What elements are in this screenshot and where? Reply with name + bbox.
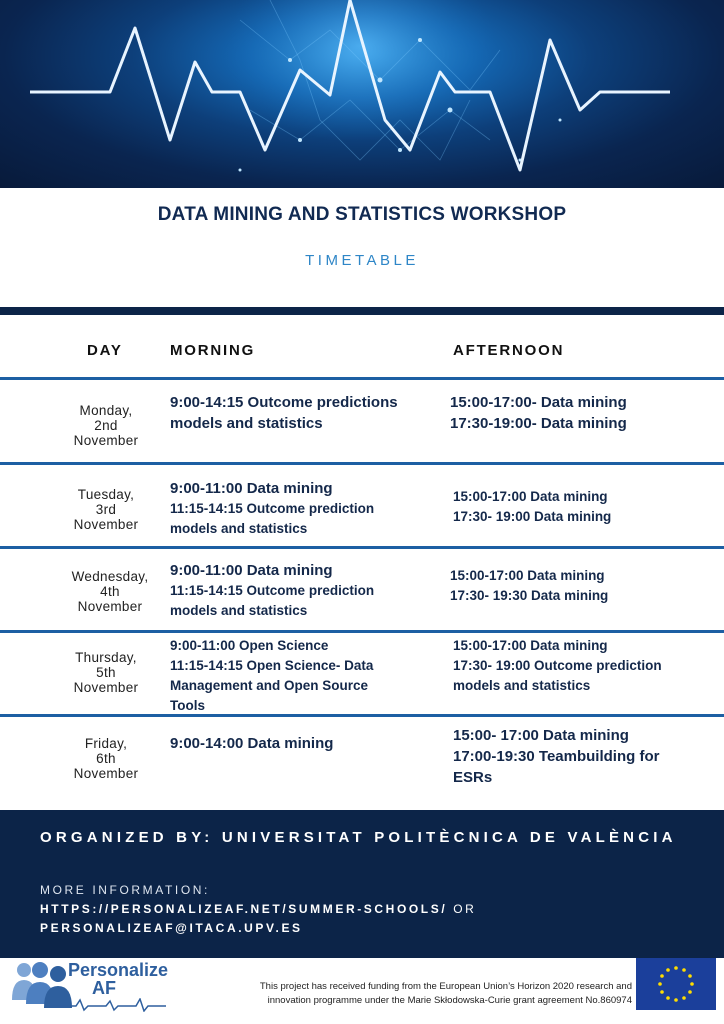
- day-name: Monday,: [79, 403, 133, 418]
- day-number: 3rd: [95, 502, 117, 517]
- funding-line: innovation programme under the Marie Skłodowska-Curie grant agreement No.860974: [267, 995, 632, 1006]
- session-line: 15:00-17:00 Data mining: [453, 489, 608, 504]
- links-block: [40, 900, 476, 938]
- day-number: 2nd: [94, 418, 118, 433]
- row-divider: [0, 462, 724, 465]
- session-line: 15:00-17:00 Data mining: [453, 638, 608, 653]
- logo-text-line1: Personalize: [68, 960, 169, 980]
- session-line: 17:30- 19:00 Data mining: [453, 509, 612, 524]
- session-line: models and statistics: [170, 603, 308, 618]
- heartbeat-graphic: [0, 0, 724, 188]
- session-line: 9:00-11:00 Open Science: [170, 638, 329, 653]
- day-cell-monday: [58, 403, 154, 448]
- day-number: 6th: [96, 751, 116, 766]
- session-line: 15:00- 17:00 Data mining: [453, 727, 629, 744]
- morning-cell-friday: [170, 733, 333, 754]
- session-line: 17:30- 19:30 Data mining: [450, 588, 609, 603]
- header-day: DAY: [87, 342, 123, 359]
- more-info-label: MORE INFORMATION:: [40, 883, 210, 897]
- session-line: models and statistics: [170, 415, 323, 432]
- session-line: 9:00-14:00 Data mining: [170, 735, 334, 752]
- session-line: 9:00-14:15 Outcome predictions: [170, 394, 398, 411]
- footer-panel: [0, 810, 724, 958]
- session-line: 11:15-14:15 Outcome prediction: [170, 583, 375, 598]
- afternoon-cell-thursday: [453, 636, 662, 696]
- afternoon-cell-friday: [453, 725, 659, 788]
- session-line: 11:15-14:15 Outcome prediction: [170, 501, 375, 516]
- session-line: models and statistics: [453, 678, 591, 693]
- header-afternoon: AFTERNOON: [453, 342, 565, 359]
- day-month: November: [73, 680, 139, 695]
- row-divider: [0, 630, 724, 633]
- day-month: November: [73, 433, 139, 448]
- day-name: Thursday,: [75, 650, 137, 665]
- eu-flag-icon: [636, 958, 716, 1010]
- organizer-text: ORGANIZED BY: UNIVERSITAT POLITÈCNICA DE VALÈNCIA: [40, 829, 677, 846]
- day-name: Wednesday,: [71, 569, 149, 584]
- session-line: ESRs: [453, 769, 493, 786]
- ecg-line-icon: [56, 998, 166, 1012]
- eu-stars-icon: [636, 958, 716, 1010]
- or-text: OR: [453, 902, 477, 916]
- session-line: 15:00-17:00 Data mining: [450, 568, 605, 583]
- session-line: Tools: [170, 698, 205, 713]
- summer-schools-link[interactable]: HTTPS://PERSONALIZEAF.NET/SUMMER-SCHOOLS/: [40, 902, 448, 916]
- row-divider: [0, 546, 724, 549]
- funding-notice: [200, 980, 632, 1008]
- afternoon-cell-tuesday: [453, 487, 611, 527]
- session-line: 15:00-17:00- Data mining: [450, 394, 627, 411]
- day-number: 5th: [96, 665, 116, 680]
- day-cell-tuesday: [58, 487, 154, 532]
- session-line: models and statistics: [170, 521, 308, 536]
- day-name: Tuesday,: [77, 487, 135, 502]
- personalizeaf-logo: [10, 960, 170, 1016]
- morning-cell-wednesday: [170, 560, 374, 621]
- header-image: [0, 0, 724, 188]
- day-month: November: [73, 517, 139, 532]
- row-divider: [0, 377, 724, 380]
- day-number: 4th: [100, 584, 120, 599]
- afternoon-cell-monday: [450, 392, 627, 434]
- session-line: 17:30-19:00- Data mining: [450, 415, 627, 432]
- day-cell-wednesday: [62, 569, 158, 614]
- logo-text-line2: AF: [92, 978, 116, 998]
- session-line: 17:00-19:30 Teambuilding for: [453, 748, 660, 765]
- day-month: November: [77, 599, 143, 614]
- morning-cell-monday: [170, 392, 398, 434]
- morning-cell-tuesday: [170, 478, 374, 539]
- page-title: DATA MINING AND STATISTICS WORKSHOP: [157, 204, 567, 225]
- session-line: 9:00-11:00 Data mining: [170, 562, 333, 579]
- header-morning: MORNING: [170, 342, 256, 359]
- page-subtitle: TIMETABLE: [305, 252, 419, 269]
- morning-cell-thursday: [170, 636, 373, 716]
- email-link[interactable]: PERSONALIZEAF@ITACA.UPV.ES: [40, 921, 303, 935]
- afternoon-cell-wednesday: [450, 566, 608, 606]
- session-line: 9:00-11:00 Data mining: [170, 480, 333, 497]
- session-line: 17:30- 19:00 Outcome prediction: [453, 658, 662, 673]
- funding-line: This project has received funding from the European Union’s Horizon 2020 research and: [259, 981, 632, 992]
- day-cell-thursday: [58, 650, 154, 695]
- day-cell-friday: [58, 736, 154, 781]
- day-month: November: [73, 766, 139, 781]
- session-line: 11:15-14:15 Open Science- Data: [170, 658, 374, 673]
- table-top-bar: [0, 307, 724, 315]
- day-name: Friday,: [84, 736, 128, 751]
- session-line: Management and Open Source: [170, 678, 369, 693]
